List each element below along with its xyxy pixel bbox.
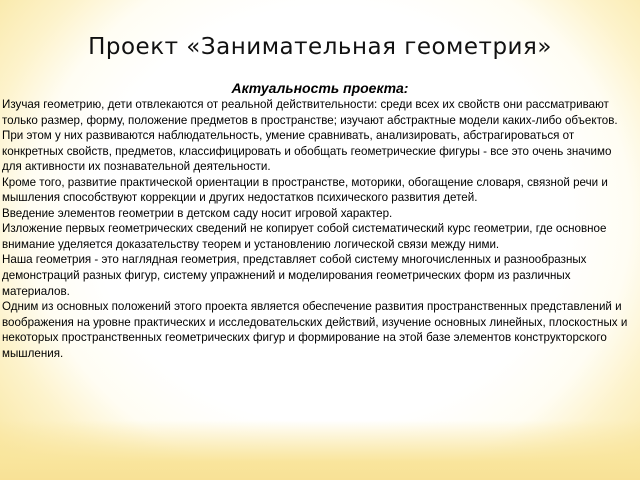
paragraph: Кроме того, развитие практической ориентации в пространстве, моторики, обогащение словаря, связной речи и мышления способствуют коррекции и других недостатков психического развития детей. xyxy=(2,175,608,205)
section-subtitle: Актуальность проекта: xyxy=(231,80,409,96)
body-text xyxy=(2,97,632,361)
paragraph: Одним из основных положений этого проекта является обеспечение развития пространственных представлений и воображения на уровне практических и исследовательских действий, изучение основных линейных, плоскостных и некоторых пространственных геометрических фигур и формирование на этой базе элементов конструкторского мышления. xyxy=(2,300,628,360)
decorative-band xyxy=(0,420,640,480)
slide-title: Проект «Занимательная геометрия» xyxy=(88,34,552,60)
paragraph: Наша геометрия - это наглядная геометрия, представляет собой систему многочисленных и разнообразных демонстраций разных фигур, систему упражнений и моделирования геометрических форм из различных материалов. xyxy=(2,253,587,298)
paragraph: Изучая геометрию, дети отвлекаются от реальной действительности: среди всех их свойств они рассматривают только размер, форму, положение предметов в пространстве; изучают абстрактные модели каких-либо объектов. При этом у них развиваются наблюдательность, умение сравнивать, анализировать, абстрагироваться от конкретных свойств, предметов, классифицировать и обобщать геометрические фигуры - все это очень значимо для активности их познавательной деятельности. xyxy=(2,98,618,174)
paragraph: Изложение первых геометрических сведений не копирует собой систематический курс геометрии, где основное внимание уделяется доказательству теорем и установлению логической связи между ними. xyxy=(2,222,607,251)
paragraph: Введение элементов геометрии в детском саду носит игровой характер. xyxy=(2,206,393,220)
